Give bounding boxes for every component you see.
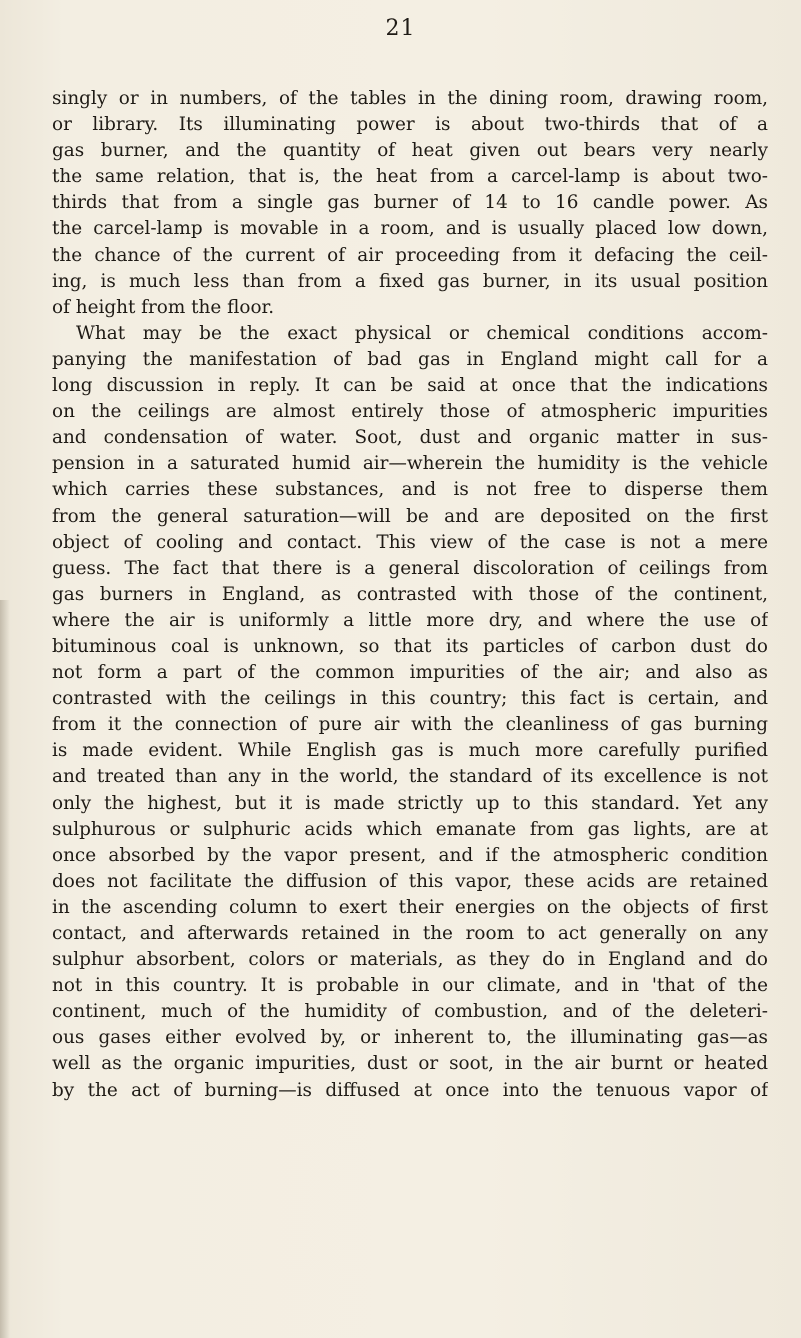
text-line: bituminous coal is unknown, so that its particles of carbon dust do — [52, 635, 768, 657]
text-line: continent, much of the humidity of combustion, and of the deleteri- — [52, 1001, 768, 1023]
text-line: once absorbed by the vapor present, and if the atmospheric condition — [52, 844, 768, 866]
text-line: gas burner, and the quantity of heat given out bears very nearly — [52, 140, 768, 162]
text-line: in the ascending column to exert their energies on the objects of first — [52, 896, 768, 918]
text-line: object of cooling and contact. This view of the case is not a mere — [52, 531, 768, 553]
text-line: where the air is uniformly a little more dry, and where the use of — [52, 609, 768, 631]
text-line: on the ceilings are almost entirely those of atmospheric impurities — [52, 401, 768, 423]
text-line: not form a part of the common impurities of the air; and also as — [52, 662, 768, 684]
text-line: guess. The fact that there is a general discoloration of ceilings from — [52, 557, 768, 579]
paragraph-start-line: What may be the exact physical or chemical conditions accom- — [76, 322, 768, 344]
text-line: the chance of the current of air proceeding from it defacing the ceil- — [52, 244, 768, 266]
text-line: well as the organic impurities, dust or soot, in the air burnt or heated — [52, 1053, 768, 1075]
text-line: long discussion in reply. It can be said at once that the indications — [52, 375, 768, 397]
text-line: sulphur absorbent, colors or materials, as they do in England and do — [52, 949, 768, 971]
text-line: or library. Its illuminating power is about two-thirds that of a — [52, 114, 768, 136]
text-line: the carcel-lamp is movable in a room, and is usually placed low down, — [52, 218, 768, 240]
text-line: is made evident. While English gas is much more carefully purified — [52, 740, 768, 762]
text-line: contact, and afterwards retained in the room to act generally on any — [52, 923, 768, 944]
text-line: ing, is much less than from a fixed gas burner, in its usual position — [52, 270, 768, 292]
text-line: pension in a saturated humid air—wherein the humidity is the vehicle — [52, 453, 768, 475]
text-line: the same relation, that is, the heat from a carcel-lamp is about two- — [52, 166, 768, 188]
text-line: sulphurous or sulphuric acids which emanate from gas lights, are at — [52, 818, 768, 840]
text-line: does not facilitate the diffusion of this vapor, these acids are retained — [52, 870, 768, 892]
text-line: and treated than any in the world, the standard of its excellence is not — [52, 766, 768, 788]
text-line: only the highest, but it is made strictly up to this standard. Yet any — [52, 792, 768, 814]
text-line: and condensation of water. Soot, dust and organic matter in sus- — [52, 427, 768, 449]
text-line: contrasted with the ceilings in this country; this fact is certain, and — [52, 688, 768, 710]
text-line: of height from the floor. — [52, 296, 275, 318]
text-line: from the general saturation—will be and are deposited on the first — [52, 505, 768, 527]
text-line: singly or in numbers, of the tables in the dining room, drawing room, — [52, 88, 768, 109]
text-line: not in this country. It is probable in our climate, and in 'that of the — [52, 975, 768, 997]
page-edge-shadow — [0, 600, 10, 1338]
page-number: 21 — [385, 16, 416, 41]
text-line: gas burners in England, as contrasted with those of the continent, — [52, 583, 768, 605]
text-line: from it the connection of pure air with the cleanliness of gas burning — [52, 714, 768, 736]
text-line: thirds that from a single gas burner of 14 to 16 candle power. As — [52, 192, 768, 214]
text-line: panying the manifestation of bad gas in England might call for a — [52, 348, 768, 370]
text-line: ous gases either evolved by, or inherent to, the illuminating gas—as — [52, 1027, 768, 1049]
body-text — [52, 86, 768, 1104]
text-line: which carries these substances, and is not free to disperse them — [52, 479, 768, 501]
text-line: by the act of burning—is diffused at once into the tenuous vapor of — [52, 1079, 768, 1101]
